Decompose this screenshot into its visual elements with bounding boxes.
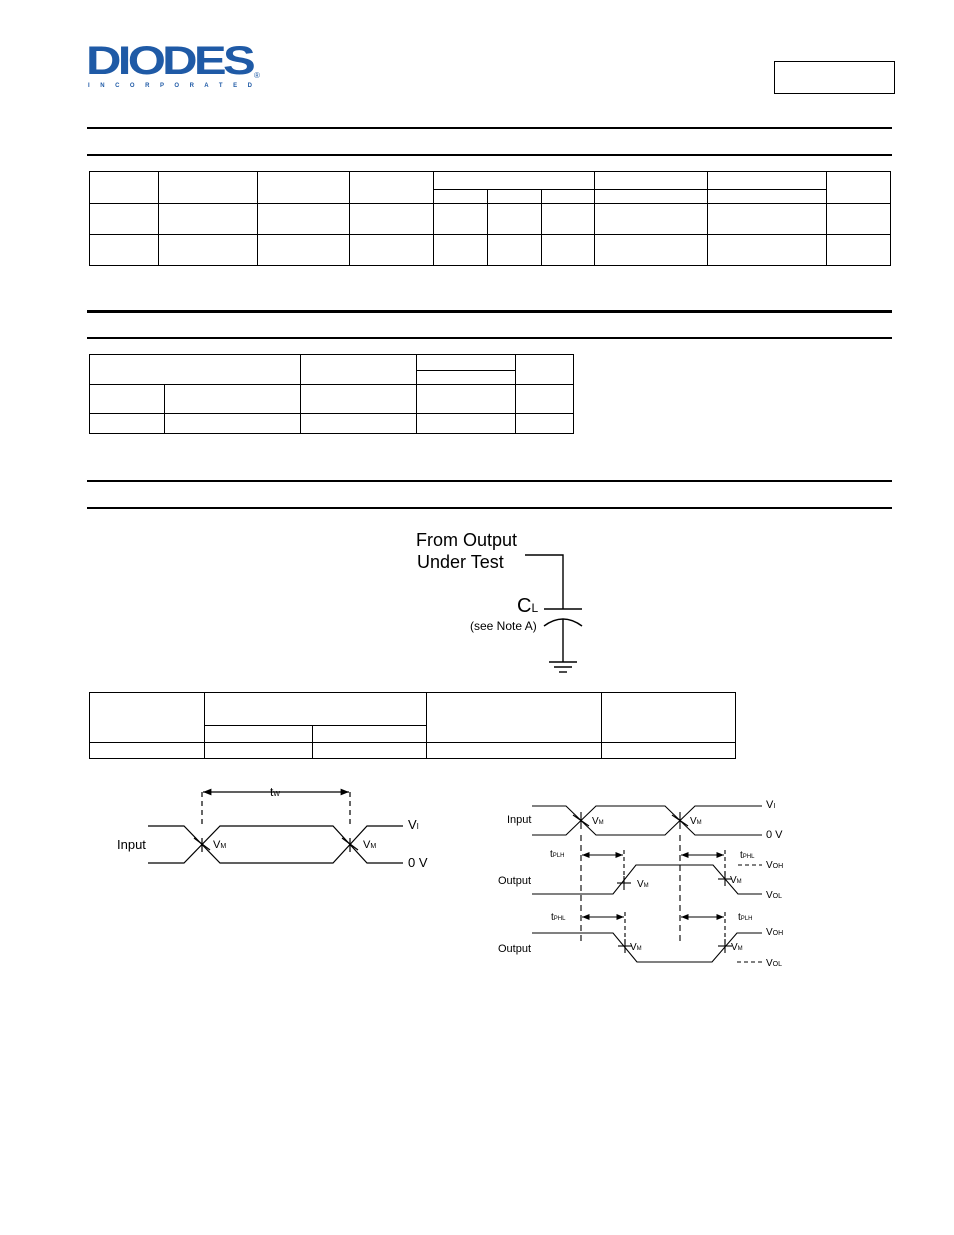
tplh-label-1: tPLH	[550, 849, 565, 860]
prop-output2-trace	[532, 933, 762, 962]
tplh-label-2: tPLH	[738, 912, 753, 923]
pulse-vm-label-right: VM	[363, 839, 377, 851]
prop-input-trace-top	[532, 806, 762, 835]
logo-wordmark: DIODES	[86, 42, 255, 83]
tphl-label-2: tPHL	[551, 912, 566, 923]
prop-input-label: Input	[507, 814, 532, 826]
pulse-zero-label: 0 V	[408, 855, 428, 870]
prop-voh-label-2: VOH	[766, 927, 784, 938]
pulse-vi-label: VI	[408, 817, 419, 832]
prop-vol-label-1: VOL	[766, 890, 783, 901]
propagation-waveform	[498, 799, 783, 969]
pulse-vm-label-left: VM	[213, 839, 227, 851]
prop-output-label-2: Output	[498, 943, 532, 955]
prop-vi-label: VI	[766, 799, 776, 811]
prop-vm-label: VM	[690, 816, 702, 827]
logo-registered-mark: ®	[254, 71, 260, 80]
tphl-label-1: tPHL	[740, 850, 755, 861]
load-circuit-label-line2: Under Test	[417, 552, 504, 572]
prop-vm-label: VM	[731, 942, 743, 953]
prop-input-trace-bottom	[532, 806, 762, 835]
pulse-input-label: Input	[117, 837, 146, 852]
capacitor-note: (see Note A)	[470, 619, 537, 633]
prop-voh-label-1: VOH	[766, 860, 784, 871]
logo-subtitle: I N C O R P O R A T E D	[88, 83, 253, 89]
prop-vm-label: VM	[730, 875, 742, 886]
prop-vm-label: VM	[592, 816, 604, 827]
prop-vm-label: VM	[637, 879, 649, 890]
prop-vm-label: VM	[630, 942, 642, 953]
capacitor-label: CL	[517, 595, 539, 617]
pulse-width-label: tW	[270, 785, 280, 799]
prop-vol-label-2: VOL	[766, 958, 783, 969]
pulse-waveform	[117, 785, 428, 870]
load-circuit	[416, 530, 582, 672]
prop-output-label-1: Output	[498, 875, 532, 887]
load-circuit-label-line1: From Output	[416, 530, 518, 550]
prop-zero-label: 0 V	[766, 829, 783, 841]
